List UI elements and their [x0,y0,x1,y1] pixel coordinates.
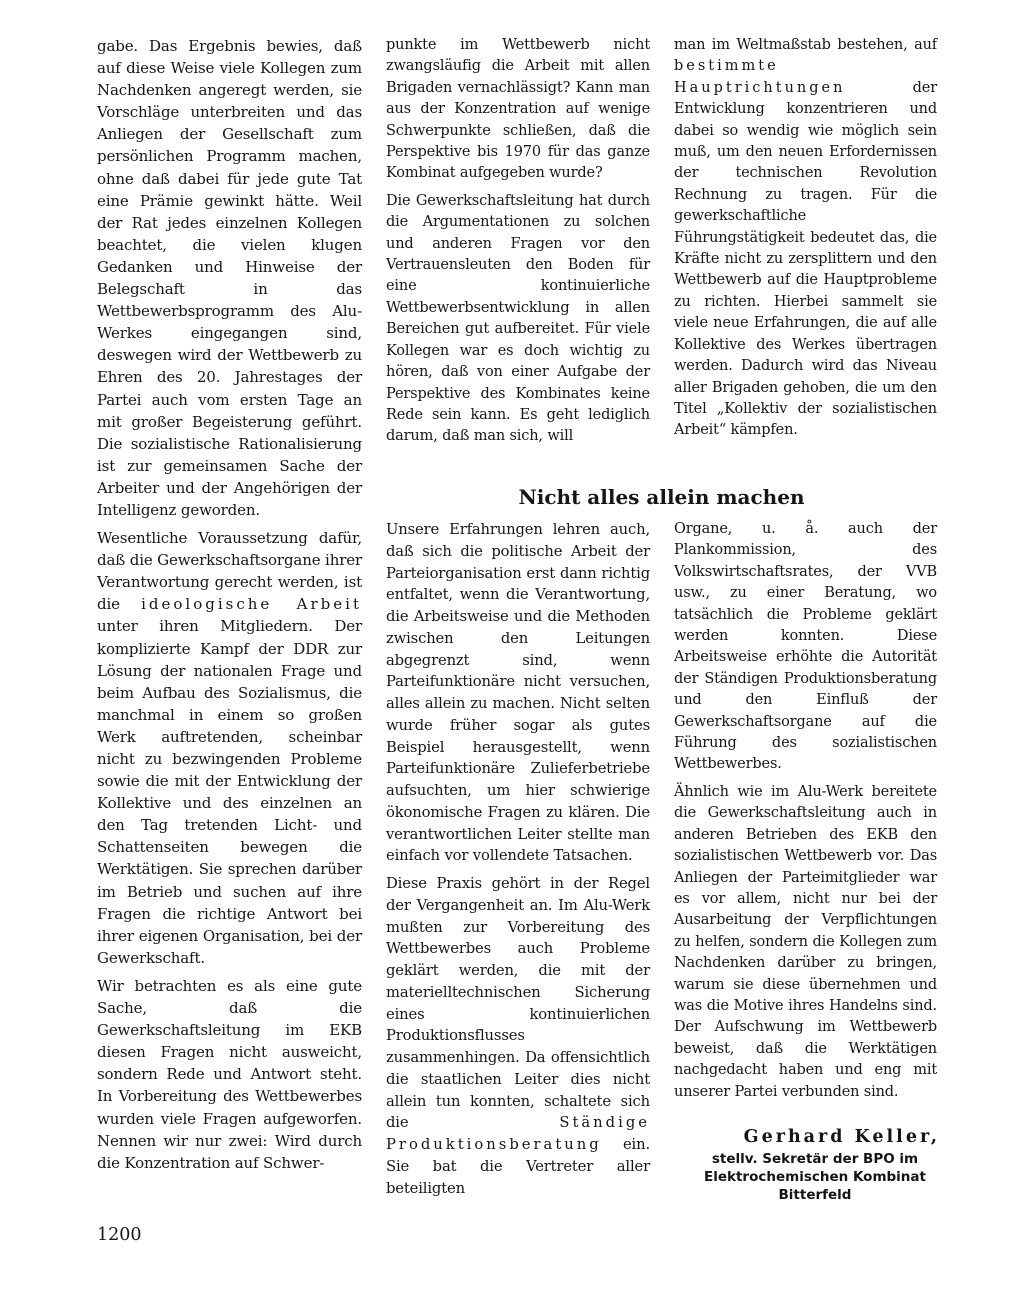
paragraph [97,975,362,1174]
text-run: punkte im Wettbewerb nicht zwangsläufig die Arbeit mit allen Brigaden vernachlässigt? Kann man aus der Konzentration auf wenige Schwerpunkte schließen, daß die Perspektive bis 1970 für das ganze Kombinat aufgegeben wurde? [386,37,650,182]
section-heading: Nicht alles allein machen [518,485,805,509]
text-run: Die Gewerkschaftsleitung hat durch die Argumentationen zu solchen und anderen Fragen vor den Vertrauensleuten den Boden für eine kontinuierliche Wettbewerbsentwicklung in allen Bereichen gut aufbereitet. Für viele Kollegen war es doch wichtig zu hören, daß von einer Aufgabe der Perspektive des Kombinates keine Rede sein kann. Es geht lediglich darum, daß man sich, will [386,192,650,445]
author-role-line: stellv. Sekretär der BPO im [711,1151,919,1167]
spaced-emphasis: Ständige Produktionsberatung [386,1114,650,1153]
text-run: Ähnlich wie im Alu-Werk bereitete die Gewerkschaftsleitung auch in anderen Betrieben des EKB den sozialistischen Wettbewerb vor. Das Anliegen der Parteimitglieder war es vor allem, nicht nur bei der Ausarbeitung der Verpflichtungen zu helfen, sondern die Kollegen zum Nachdenken darüber zu bringen, warum sie diese übernehmen und was die Motive ihres Handelns sind. Der Aufschwung im Wettbewerb beweist, daß die Werktätigen nachgedacht haben und eng mit unserer Partei verbunden sind. [674,783,937,1100]
paragraph [386,35,650,185]
paragraph [674,519,937,776]
author-role-line: Elektrochemischen Kombinat [704,1169,926,1185]
text-run: unter ihren Mitgliedern. Der komplizierte Kampf der DDR zur Lösung der nationalen Frage und beim Aufbau des Sozialismus, die manchmal in einem so großen Werk auftretenden, scheinbar nicht zu bezwingenden Probleme sowie die mit der Entwicklung der Kollektive und des einzelnen an den Tag tretenden Licht- und Schattenseiten bewegen die Werktätigen. Sie sprechen darüber im Betrieb und suchen auf ihre Fragen die richtige Antwort bei ihrer eigenen Organisation, bei der Gewerkschaft. [97,617,362,967]
text-run: Organe, u. å. auch der Plankommission, des Volkswirtschaftsrates, der VVB usw., zu einer Beratung, wo tatsächlich die Probleme geklärt werden konnten. Diese Arbeitsweise erhöhte die Autorität der Ständigen Produktionsberatung und den Einfluß der Gewerkschaftsorgane auf die Führung des sozialistischen Wettbewerbes. [674,521,937,773]
text-run: Wir betrachten es als eine gute Sache, daß die Gewerkschaftsleitung im EKB diesen Fragen nicht ausweicht, sondern Rede und Antwort steht. In Vorbereitung des Wettbewerbes wurden viele Fragen aufgeworfen. Nennen wir nur zwei: Wird durch die Konzentration auf Schwer- [97,976,362,1172]
text-run: Unsere Erfahrungen lehren auch, daß sich die politische Arbeit der Parteiorganisation erst dann richtig entfaltet, wenn die Verantwortung, die Arbeitsweise und die Methoden zwischen den Leitungen abgegrenzt sind, wenn Parteifunktionäre nicht versuchen, alles allein zu machen. Nicht selten wurde früher sogar als gutes Beispiel herausgestellt, wenn Parteifunktionäre Zulieferbetriebe aufsuchten, um hier schwierige ökonomische Fragen zu klären. Die verantwortlichen Leiter stellte man einfach vor vollendete Tatsachen. [386,521,650,865]
text-run: ein. Sie bat die Vertreter aller beteiligten [386,1136,650,1197]
column-1-text [97,35,362,1174]
text-run: Wesentliche Voraussetzung dafür, daß die Gewerkschaftsorgane ihrer Verantwortung gerecht werden, ist die [97,529,362,614]
text-run: der Entwicklung konzentrieren und dabei so wendig wie möglich sein muß, um den neuen Erfordernissen der technischen Revolution Rechnung zu tragen. Für die gewerkschaftliche Führungstätigkeit bedeutet das, die Kräfte nicht zu zersplittern und den Wettbewerb auf die Hauptprobleme zu richten. Hierbei sammelt sie viele neue Erfahrungen, die auf alle Kollektive des Werkes übertragen werden. Dadurch wird das Niveau aller Brigaden gehoben, die um den Titel „Kollektiv der sozialistischen Arbeit“ kämpfen. [674,79,937,439]
column-5-text [674,519,937,1103]
paragraph [97,527,362,969]
paragraph [674,35,937,442]
text-run: Diese Praxis gehört in der Regel der Vergangenheit an. Im Alu-Werk mußten zur Vorbereitung des Wettbewerbes auch Probleme geklärt werden, die mit der materielltechnischen Sicherung eines kontinuierlichen Produktionsflusses zusammenhingen. Da offensichtlich die staatlichen Leiter dies nicht allein tun konnten, schaltete sich die [386,875,650,1132]
text-run: man im Weltmaßstab bestehen, auf [674,37,937,53]
column-4-text [386,519,650,1199]
spaced-emphasis: ideologische Arbeit [141,595,362,614]
column-3-text [674,35,937,442]
author-role [690,1150,940,1204]
paragraph [97,35,362,521]
paragraph [386,191,650,448]
spaced-emphasis: bestimmte Hauptrichtungen [674,58,846,96]
author-role-line: Bitterfeld [778,1187,852,1203]
column-2-text [386,35,650,448]
page-number: 1200 [97,1225,142,1245]
paragraph [386,519,650,867]
author-name: Gerhard Keller, [743,1127,940,1147]
paragraph [674,782,937,1103]
paragraph [386,873,650,1199]
text-run: gabe. Das Ergebnis bewies, daß auf diese Weise viele Kollegen zum Nachdenken angeregt werden, sie Vorschläge unterbreiten und das Anliegen der Gesellschaft zum persönlichen Programm machen, ohne daß dabei für jede gute Tat eine Prämie gewinkt hätte. Weil der Rat jedes einzelnen Kollegen beachtet, die vielen klugen Gedanken und Hinweise der Belegschaft in das Wettbewerbsprogramm des Alu-Werkes eingegangen sind, deswegen wird der Wettbewerb zu Ehren des 20. Jahrestages der Partei auch vom ersten Tage an mit großer Begeisterung geführt. Die sozialistische Rationalisierung ist zur gemeinsamen Sache der Arbeiter und der Angehörigen der Intelligenz geworden. [97,37,362,519]
